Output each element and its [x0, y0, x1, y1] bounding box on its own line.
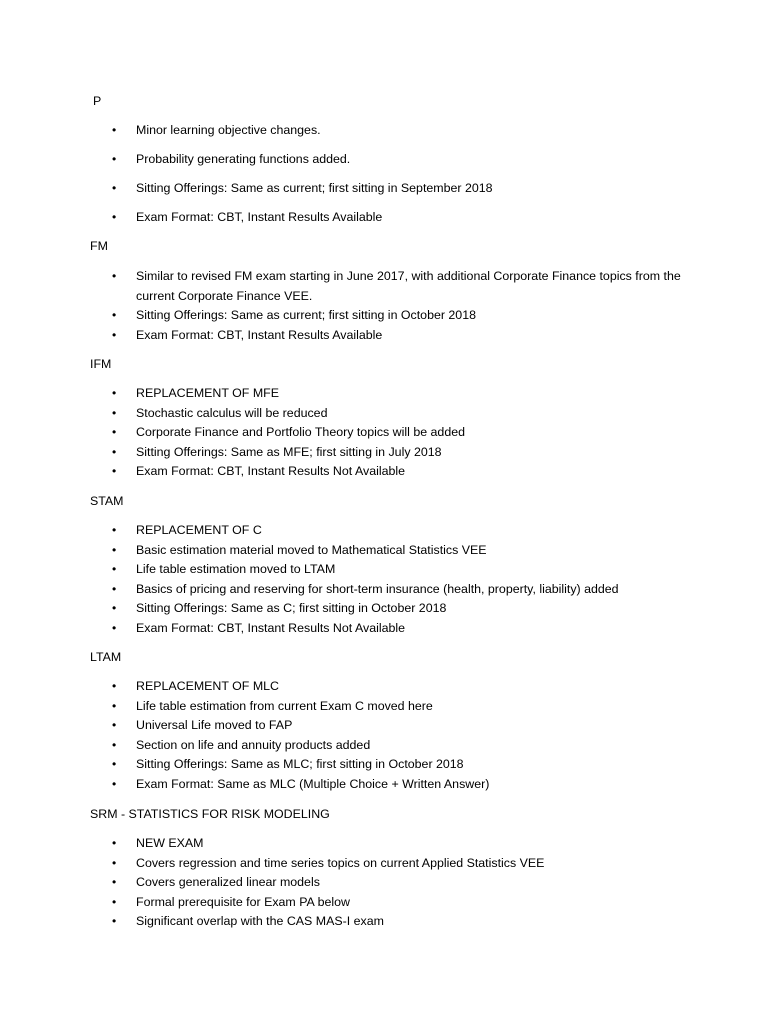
list-item-text: Similar to revised FM exam starting in June 2017, with additional Corporate Finance topics from the current Corporate Finance VEE. — [136, 269, 681, 303]
bullet-icon: • — [112, 855, 117, 870]
list-item — [112, 150, 696, 170]
list-item — [112, 208, 696, 228]
list-item-text: Exam Format: Same as MLC (Multiple Choice + Written Answer) — [136, 776, 490, 791]
list-item — [112, 775, 696, 795]
bullet-icon: • — [112, 875, 117, 890]
list-item-text: REPLACEMENT OF C — [136, 523, 262, 537]
section-heading-fm: FM — [90, 239, 108, 253]
list-item-text: Covers generalized linear models — [136, 875, 320, 890]
list-item-text: Exam Format: CBT, Instant Results Not Available — [136, 464, 406, 479]
list-item — [112, 423, 696, 443]
list-item-text: Exam Format: CBT, Instant Results Available — [136, 209, 383, 224]
bullet-icon: • — [112, 776, 117, 791]
bullet-icon: • — [112, 269, 117, 283]
bullet-list-srm — [112, 834, 696, 932]
bullet-icon: • — [112, 308, 117, 323]
bullet-icon: • — [112, 464, 117, 479]
bullet-list-ifm — [112, 384, 696, 482]
bullet-icon: • — [112, 327, 117, 342]
list-item — [112, 179, 696, 199]
bullet-icon: • — [112, 209, 117, 224]
list-item-text: Life table estimation from current Exam C moved here — [136, 698, 433, 713]
list-item — [112, 521, 696, 541]
list-item — [112, 541, 696, 561]
list-item-text: Exam Format: CBT, Instant Results Available — [136, 327, 383, 342]
bullet-icon: • — [112, 601, 117, 616]
bullet-list-p — [112, 121, 696, 237]
list-item-text: Sitting Offerings: Same as current; first sitting in September 2018 — [136, 180, 493, 195]
list-item — [112, 267, 696, 306]
list-item — [112, 736, 696, 756]
list-item-text: Formal prerequisite for Exam PA below — [136, 894, 350, 909]
list-item-text: Corporate Finance and Portfolio Theory topics will be added — [136, 425, 465, 440]
list-item-text: Section on life and annuity products added — [136, 737, 371, 752]
list-item — [112, 854, 696, 874]
list-item — [112, 912, 696, 932]
list-item — [112, 873, 696, 893]
section-heading-ltam: LTAM — [90, 650, 122, 664]
bullet-icon: • — [112, 405, 117, 420]
list-item-text: Universal Life moved to FAP — [136, 718, 293, 733]
section-heading-stam: STAM — [90, 494, 124, 508]
section-heading-ifm: IFM — [90, 357, 112, 371]
list-item — [112, 834, 696, 854]
bullet-icon: • — [112, 444, 117, 459]
section-heading-p: P — [93, 94, 102, 108]
list-item-text: Probability generating functions added. — [136, 151, 351, 166]
bullet-icon: • — [112, 523, 117, 537]
bullet-icon: • — [112, 620, 117, 635]
bullet-list-ltam — [112, 677, 696, 795]
section-heading-srm: SRM - STATISTICS FOR RISK MODELING — [90, 807, 330, 821]
bullet-list-fm — [112, 267, 696, 345]
list-item — [112, 716, 696, 736]
list-item-text: NEW EXAM — [136, 836, 204, 850]
list-item — [112, 121, 696, 141]
list-item-text: Significant overlap with the CAS MAS-I exam — [136, 914, 384, 929]
list-item-text: Sitting Offerings: Same as MFE; first sitting in July 2018 — [136, 444, 442, 459]
bullet-icon: • — [112, 123, 117, 137]
list-item-text: Basic estimation material moved to Mathematical Statistics VEE — [136, 542, 487, 557]
bullet-icon: • — [112, 914, 117, 929]
list-item — [112, 462, 696, 482]
list-item-text: Basics of pricing and reserving for short-term insurance (health, property, liability) added — [136, 581, 619, 596]
list-item — [112, 404, 696, 424]
list-item — [112, 443, 696, 463]
bullet-icon: • — [112, 425, 117, 440]
list-item-text: Sitting Offerings: Same as MLC; first sitting in October 2018 — [136, 757, 464, 772]
bullet-icon: • — [112, 836, 117, 850]
bullet-icon: • — [112, 562, 117, 577]
list-item — [112, 580, 696, 600]
list-item-text: Minor learning objective changes. — [136, 123, 321, 137]
list-item-text: Sitting Offerings: Same as current; first sitting in October 2018 — [136, 308, 476, 323]
list-item-text: Exam Format: CBT, Instant Results Not Available — [136, 620, 406, 635]
list-item-text: Sitting Offerings: Same as C; first sitting in October 2018 — [136, 601, 447, 616]
list-item-text: Stochastic calculus will be reduced — [136, 405, 328, 420]
bullet-icon: • — [112, 698, 117, 713]
list-item-text: Life table estimation moved to LTAM — [136, 562, 336, 577]
list-item-text: Covers regression and time series topics on current Applied Statistics VEE — [136, 855, 545, 870]
bullet-icon: • — [112, 581, 117, 596]
bullet-icon: • — [112, 718, 117, 733]
list-item-text: REPLACEMENT OF MFE — [136, 386, 279, 400]
list-item — [112, 306, 696, 326]
list-item — [112, 619, 696, 639]
list-item — [112, 599, 696, 619]
list-item-text: REPLACEMENT OF MLC — [136, 679, 279, 693]
list-item — [112, 893, 696, 913]
bullet-icon: • — [112, 894, 117, 909]
list-item — [112, 697, 696, 717]
bullet-list-stam — [112, 521, 696, 639]
list-item — [112, 326, 696, 346]
list-item — [112, 560, 696, 580]
list-item — [112, 755, 696, 775]
list-item — [112, 384, 696, 404]
bullet-icon: • — [112, 542, 117, 557]
bullet-icon: • — [112, 679, 117, 693]
bullet-icon: • — [112, 737, 117, 752]
bullet-icon: • — [112, 151, 117, 166]
bullet-icon: • — [112, 757, 117, 772]
list-item — [112, 677, 696, 697]
bullet-icon: • — [112, 386, 117, 400]
bullet-icon: • — [112, 180, 117, 195]
